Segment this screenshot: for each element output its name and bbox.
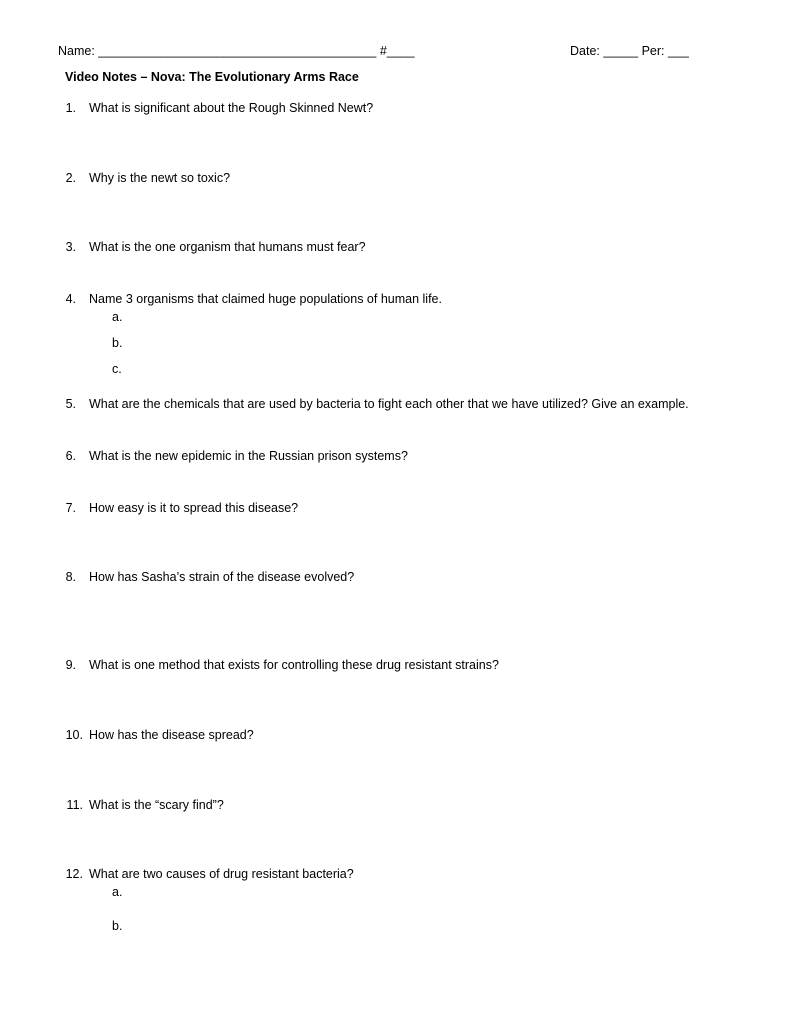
question-number: 1. [65, 101, 76, 115]
answer-sub-item: c. [112, 362, 122, 376]
question-text: What is significant about the Rough Skinned Newt? [89, 101, 374, 115]
question-text: What is the one organism that humans must fear? [89, 240, 366, 254]
answer-sub-item: b. [112, 336, 123, 350]
question-number: 6. [65, 449, 76, 463]
question-number: 11. [66, 798, 83, 812]
question-text: What are two causes of drug resistant bacteria? [89, 867, 354, 881]
question-number: 5. [65, 397, 76, 411]
answer-sub-item: a. [112, 310, 123, 324]
question-number: 9. [65, 658, 76, 672]
question-number: 2. [65, 171, 76, 185]
question-text: How easy is it to spread this disease? [89, 501, 299, 515]
question-number: 12. [65, 867, 83, 881]
question-number: 8. [65, 570, 76, 584]
question-number: 10. [65, 728, 83, 742]
question-text: What are the chemicals that are used by bacteria to fight each other that we have utilized? Give an example. [89, 397, 689, 411]
page-title: Video Notes – Nova: The Evolutionary Arms Race [65, 70, 359, 84]
date-period-label: Date: _____ Per: ___ [570, 44, 689, 58]
question-number: 7. [65, 501, 76, 515]
question-text: How has the disease spread? [89, 728, 254, 742]
answer-sub-item: a. [112, 885, 123, 899]
question-number: 3. [65, 240, 76, 254]
question-text: What is the new epidemic in the Russian prison systems? [89, 449, 408, 463]
question-number: 4. [65, 292, 76, 306]
name-field-label: Name: ________________________________________ #____ [58, 44, 415, 58]
question-text: Why is the newt so toxic? [89, 171, 231, 185]
question-text: Name 3 organisms that claimed huge populations of human life. [89, 292, 442, 306]
question-text: What is one method that exists for controlling these drug resistant strains? [89, 658, 499, 672]
question-text: How has Sasha’s strain of the disease evolved? [89, 570, 355, 584]
answer-sub-item: b. [112, 919, 123, 933]
question-text: What is the “scary find”? [89, 798, 224, 812]
